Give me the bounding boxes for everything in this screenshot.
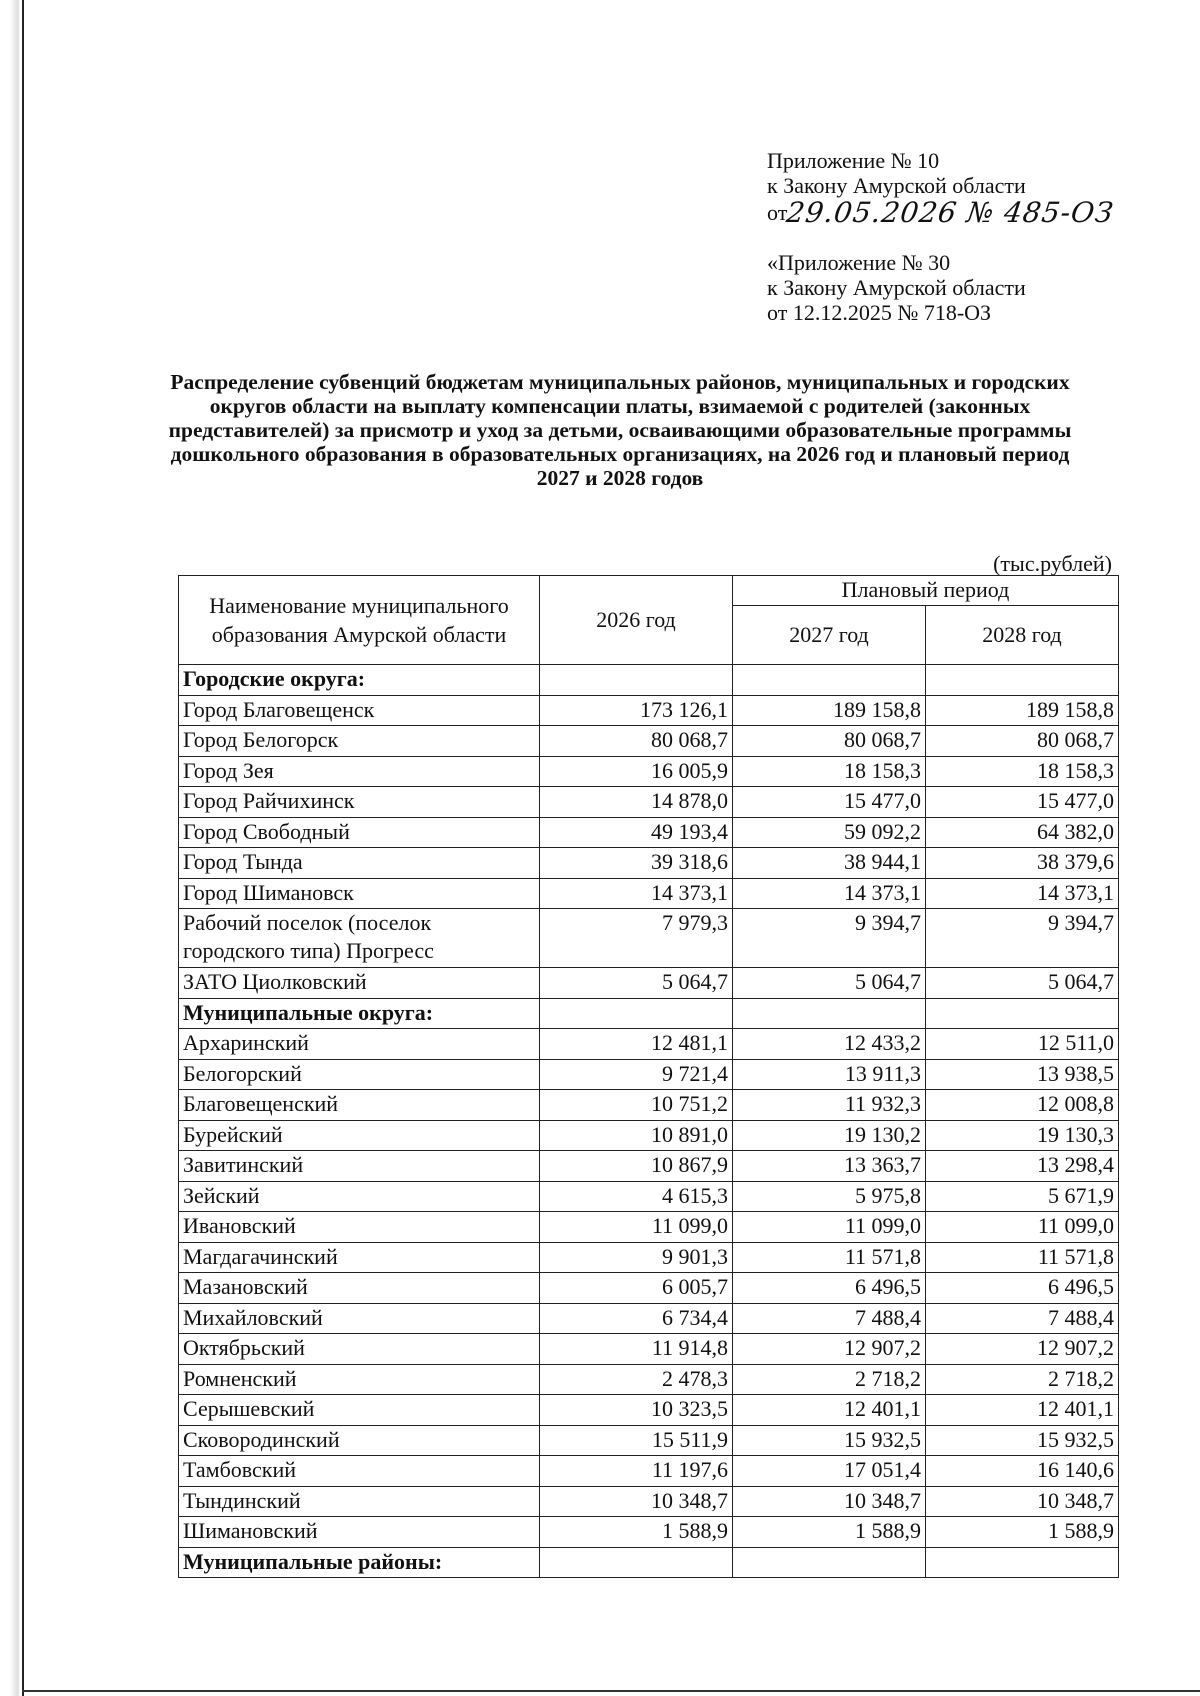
row-name-cell: Михайловский <box>179 1303 540 1334</box>
header-2027: 2027 год <box>733 605 926 664</box>
row-name-cell: Тындинский <box>179 1486 540 1517</box>
value-2026-cell: 10 891,0 <box>540 1120 733 1151</box>
value-2028-cell: 14 373,1 <box>926 878 1119 909</box>
appendix-date-prefix: от <box>767 200 788 225</box>
value-2028-cell: 9 394,7 <box>926 909 1119 968</box>
row-name-cell: Городские округа: <box>179 665 540 696</box>
units-label: (тыс.рублей) <box>993 551 1112 576</box>
value-2028-cell: 7 488,4 <box>926 1303 1119 1334</box>
table-row <box>179 1517 1119 1548</box>
table-row <box>179 1059 1119 1090</box>
row-name-cell: Город Зея <box>179 756 540 787</box>
row-name-cell: Бурейский <box>179 1120 540 1151</box>
table-row <box>179 1364 1119 1395</box>
value-2027-cell <box>733 1547 926 1578</box>
value-2026-cell: 9 721,4 <box>540 1059 733 1090</box>
row-name-cell: Магдагачинский <box>179 1242 540 1273</box>
value-2028-cell <box>926 1547 1119 1578</box>
value-2026-cell: 6 005,7 <box>540 1273 733 1304</box>
value-2026-cell: 9 901,3 <box>540 1242 733 1273</box>
row-name-cell: Ромненский <box>179 1364 540 1395</box>
table-row <box>179 1181 1119 1212</box>
document-title: Распределение субвенций бюджетам муниципальных районов, муниципальных и городских округов области на выплату компенсации платы, взимаемой с родителей (законных представителей) за присмотр и уход за детьми, осваивающими образовательные программы дошкольного образования в образовательных организациях, на 2026 год и плановый период 2027 и 2028 годов <box>168 370 1072 490</box>
value-2028-cell: 19 130,3 <box>926 1120 1119 1151</box>
value-2026-cell: 14 878,0 <box>540 787 733 818</box>
appendix-law: к Закону Амурской области <box>767 173 1026 198</box>
row-name-cell: Серышевский <box>179 1395 540 1426</box>
table-row <box>179 1090 1119 1121</box>
value-2026-cell: 4 615,3 <box>540 1181 733 1212</box>
value-2027-cell: 13 363,7 <box>733 1151 926 1182</box>
value-2028-cell: 15 932,5 <box>926 1425 1119 1456</box>
row-name-cell: Город Шимановск <box>179 878 540 909</box>
row-name-cell: Город Райчихинск <box>179 787 540 818</box>
row-name-cell: Белогорский <box>179 1059 540 1090</box>
table-row <box>179 756 1119 787</box>
value-2027-cell: 17 051,4 <box>733 1456 926 1487</box>
header-2028: 2028 год <box>926 605 1119 664</box>
value-2027-cell: 189 158,8 <box>733 695 926 726</box>
previous-appendix-date: от 12.12.2025 № 718-ОЗ <box>767 300 992 325</box>
header-2026: 2026 год <box>540 576 733 665</box>
value-2028-cell: 5 064,7 <box>926 968 1119 999</box>
value-2028-cell: 1 588,9 <box>926 1517 1119 1548</box>
handwritten-date-number: 29.05.2026 № 485-ОЗ <box>784 196 1117 229</box>
value-2026-cell: 10 323,5 <box>540 1395 733 1426</box>
value-2027-cell <box>733 998 926 1029</box>
appendix-number: Приложение № 10 <box>767 148 940 173</box>
table-row <box>179 1303 1119 1334</box>
value-2026-cell <box>540 665 733 696</box>
value-2028-cell: 6 496,5 <box>926 1273 1119 1304</box>
value-2028-cell: 11 099,0 <box>926 1212 1119 1243</box>
appendix-date-line <box>767 196 1117 229</box>
row-name-cell: Город Свободный <box>179 817 540 848</box>
value-2026-cell: 5 064,7 <box>540 968 733 999</box>
value-2028-cell: 13 298,4 <box>926 1151 1119 1182</box>
table-row <box>179 848 1119 879</box>
row-name-cell: Шимановский <box>179 1517 540 1548</box>
value-2027-cell: 10 348,7 <box>733 1486 926 1517</box>
value-2026-cell: 49 193,4 <box>540 817 733 848</box>
previous-appendix-number: «Приложение № 30 <box>767 250 951 275</box>
value-2026-cell: 2 478,3 <box>540 1364 733 1395</box>
table-row <box>179 1334 1119 1365</box>
row-name-cell: ЗАТО Циолковский <box>179 968 540 999</box>
value-2026-cell: 10 751,2 <box>540 1090 733 1121</box>
appendix-block <box>767 148 1117 229</box>
value-2026-cell: 10 348,7 <box>540 1486 733 1517</box>
value-2027-cell: 12 433,2 <box>733 1029 926 1060</box>
value-2027-cell: 6 496,5 <box>733 1273 926 1304</box>
row-name-cell: Сковородинский <box>179 1425 540 1456</box>
scan-left-edge <box>0 0 24 1696</box>
value-2027-cell: 15 932,5 <box>733 1425 926 1456</box>
table-row <box>179 878 1119 909</box>
value-2028-cell: 16 140,6 <box>926 1456 1119 1487</box>
row-name-cell: Завитинский <box>179 1151 540 1182</box>
value-2028-cell: 38 379,6 <box>926 848 1119 879</box>
row-name-cell: Город Белогорск <box>179 726 540 757</box>
value-2027-cell: 5 975,8 <box>733 1181 926 1212</box>
table-row <box>179 1212 1119 1243</box>
table-row <box>179 1120 1119 1151</box>
value-2026-cell: 10 867,9 <box>540 1151 733 1182</box>
value-2026-cell: 173 126,1 <box>540 695 733 726</box>
table-row <box>179 1029 1119 1060</box>
value-2027-cell: 59 092,2 <box>733 817 926 848</box>
value-2027-cell: 14 373,1 <box>733 878 926 909</box>
value-2026-cell: 6 734,4 <box>540 1303 733 1334</box>
value-2026-cell: 12 481,1 <box>540 1029 733 1060</box>
row-name-cell: Мазановский <box>179 1273 540 1304</box>
row-name-cell: Город Тында <box>179 848 540 879</box>
table-row <box>179 1395 1119 1426</box>
row-name-cell: Рабочий поселок (поселок городского типа) Прогресс <box>179 909 540 968</box>
value-2027-cell: 15 477,0 <box>733 787 926 818</box>
value-2026-cell <box>540 998 733 1029</box>
row-name-cell: Зейский <box>179 1181 540 1212</box>
value-2026-cell: 39 318,6 <box>540 848 733 879</box>
value-2026-cell: 1 588,9 <box>540 1517 733 1548</box>
previous-appendix-law: к Закону Амурской области <box>767 275 1026 300</box>
row-name-cell: Тамбовский <box>179 1456 540 1487</box>
table-row <box>179 968 1119 999</box>
value-2027-cell: 38 944,1 <box>733 848 926 879</box>
value-2028-cell: 189 158,8 <box>926 695 1119 726</box>
value-2028-cell: 12 907,2 <box>926 1334 1119 1365</box>
subvention-table <box>178 575 1119 1578</box>
table-row <box>179 1273 1119 1304</box>
value-2028-cell: 12 511,0 <box>926 1029 1119 1060</box>
table-body <box>179 665 1119 1578</box>
table-row <box>179 1425 1119 1456</box>
value-2027-cell: 11 571,8 <box>733 1242 926 1273</box>
header-name: Наименование муниципального образования Амурской области <box>179 576 540 665</box>
value-2027-cell: 18 158,3 <box>733 756 926 787</box>
value-2028-cell: 12 401,1 <box>926 1395 1119 1426</box>
value-2028-cell: 80 068,7 <box>926 726 1119 757</box>
value-2027-cell: 5 064,7 <box>733 968 926 999</box>
row-name-cell: Октябрьский <box>179 1334 540 1365</box>
value-2026-cell: 15 511,9 <box>540 1425 733 1456</box>
table-row <box>179 909 1119 968</box>
row-name-cell: Муниципальные округа: <box>179 998 540 1029</box>
table-row <box>179 1456 1119 1487</box>
table-row <box>179 817 1119 848</box>
value-2026-cell: 11 914,8 <box>540 1334 733 1365</box>
value-2028-cell: 11 571,8 <box>926 1242 1119 1273</box>
value-2028-cell: 12 008,8 <box>926 1090 1119 1121</box>
table-row <box>179 787 1119 818</box>
table-row <box>179 695 1119 726</box>
header-planned-period: Плановый период <box>733 576 1119 606</box>
section-row <box>179 1547 1119 1578</box>
value-2027-cell: 11 932,3 <box>733 1090 926 1121</box>
value-2027-cell: 9 394,7 <box>733 909 926 968</box>
scan-bottom-edge <box>22 1690 1200 1692</box>
value-2027-cell: 12 907,2 <box>733 1334 926 1365</box>
table-row <box>179 726 1119 757</box>
row-name-cell: Муниципальные районы: <box>179 1547 540 1578</box>
value-2027-cell: 80 068,7 <box>733 726 926 757</box>
value-2028-cell: 64 382,0 <box>926 817 1119 848</box>
value-2026-cell <box>540 1547 733 1578</box>
value-2027-cell: 2 718,2 <box>733 1364 926 1395</box>
row-name-cell: Благовещенский <box>179 1090 540 1121</box>
value-2028-cell <box>926 998 1119 1029</box>
value-2028-cell: 18 158,3 <box>926 756 1119 787</box>
row-name-cell: Ивановский <box>179 1212 540 1243</box>
value-2028-cell: 13 938,5 <box>926 1059 1119 1090</box>
value-2027-cell: 11 099,0 <box>733 1212 926 1243</box>
value-2026-cell: 11 099,0 <box>540 1212 733 1243</box>
table-row <box>179 1242 1119 1273</box>
value-2026-cell: 7 979,3 <box>540 909 733 968</box>
section-row <box>179 665 1119 696</box>
value-2026-cell: 80 068,7 <box>540 726 733 757</box>
value-2027-cell: 1 588,9 <box>733 1517 926 1548</box>
value-2026-cell: 16 005,9 <box>540 756 733 787</box>
previous-appendix-block <box>767 250 1026 325</box>
value-2027-cell: 7 488,4 <box>733 1303 926 1334</box>
value-2026-cell: 14 373,1 <box>540 878 733 909</box>
table-row <box>179 1486 1119 1517</box>
value-2028-cell: 2 718,2 <box>926 1364 1119 1395</box>
value-2027-cell: 19 130,2 <box>733 1120 926 1151</box>
value-2027-cell: 12 401,1 <box>733 1395 926 1426</box>
value-2028-cell: 15 477,0 <box>926 787 1119 818</box>
section-row <box>179 998 1119 1029</box>
value-2026-cell: 11 197,6 <box>540 1456 733 1487</box>
value-2027-cell <box>733 665 926 696</box>
table-header-row <box>179 576 1119 606</box>
row-name-cell: Город Благовещенск <box>179 695 540 726</box>
value-2028-cell <box>926 665 1119 696</box>
table-row <box>179 1151 1119 1182</box>
value-2028-cell: 10 348,7 <box>926 1486 1119 1517</box>
row-name-cell: Архаринский <box>179 1029 540 1060</box>
value-2028-cell: 5 671,9 <box>926 1181 1119 1212</box>
value-2027-cell: 13 911,3 <box>733 1059 926 1090</box>
